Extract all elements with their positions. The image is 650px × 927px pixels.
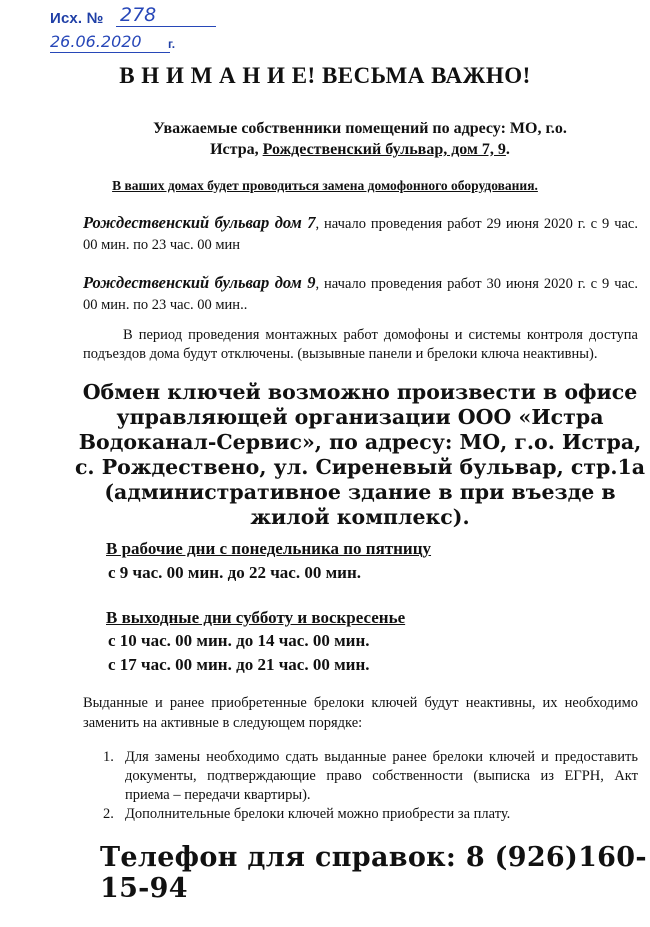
list-item-text: Дополнительные брелоки ключей можно приобрести за плату.	[125, 806, 511, 822]
replacement-notice: Выданные и ранее приобретенные брелоки ключей будут неактивны, их необходимо заменить на активные в следующем порядке:	[83, 695, 638, 731]
stamp-year-suffix: г.	[168, 37, 176, 51]
weekdays-heading: В рабочие дни с понедельника по пятницу	[106, 539, 432, 558]
list-item-text: Для замены необходимо сдать выданные ранее брелоки ключей и предоставить документы, подтверждающие право собственности (выписка из ЕГРН, Акт приема – передачи квартиры).	[125, 749, 638, 803]
steps-list	[103, 748, 638, 824]
weekend-time-1: с 10 час. 00 мин. до 14 час. 00 мин.	[108, 631, 370, 650]
list-item-number: 1.	[103, 749, 114, 765]
list-item	[103, 805, 638, 824]
weekend-heading: В выходные дни субботу и воскресенье	[106, 608, 406, 627]
address-suffix: .	[505, 141, 510, 158]
contact-phone: Телефон для справок: 8 (926)160-15-94	[100, 842, 647, 904]
installation-notice: В период проведения монтажных работ домофоны и системы контроля доступа подъездов дома будут отключены. (вызывные панели и брелоки ключа неактивны).	[83, 327, 638, 362]
schedule-house-9	[83, 272, 638, 316]
schedule-house-7	[83, 212, 638, 256]
weekdays-time: с 9 час. 00 мин. до 22 час. 00 мин.	[108, 563, 361, 582]
address-line-1: Уважаемые собственники помещений по адресу: МО, г.о.	[153, 120, 567, 137]
address-block	[90, 118, 630, 160]
house-7-name: Рождественский бульвар дом 7	[83, 213, 316, 232]
stamp-number-line	[116, 26, 216, 27]
list-item-number: 2.	[103, 806, 114, 822]
stamp-date: 26.06.2020	[50, 32, 142, 51]
stamp-label: Исх. №	[50, 10, 104, 27]
house-9-name: Рождественский бульвар дом 9	[83, 273, 316, 292]
house-7-schedule: , начало проведения работ 29 июня 2020 г. с 9 час. 00 мин. по 23 час. 00 мин	[83, 216, 638, 253]
address-prefix: Истра,	[210, 141, 263, 158]
stamp-number: 278	[120, 4, 157, 26]
document-title: В Н И М А Н И Е! ВЕСЬМА ВАЖНО!	[119, 63, 531, 88]
address-street: Рождественский бульвар, дом 7, 9	[262, 141, 506, 158]
outgoing-number-stamp	[50, 4, 200, 60]
weekend-time-2: с 17 час. 00 мин. до 21 час. 00 мин.	[108, 655, 370, 674]
list-item	[103, 748, 638, 805]
replacement-heading: В ваших домах будет проводиться замена домофонного оборудования.	[112, 178, 538, 193]
address-line-2	[90, 139, 630, 160]
house-9-schedule: , начало проведения работ 30 июня 2020 г. с 9 час. 00 мин. по 23 час. 00 мин..	[83, 276, 638, 313]
stamp-date-line	[50, 52, 170, 53]
office-notice: Обмен ключей возможно произвести в офисе управляющей организации ООО «Истра Водоканал-Сервис», по адресу: МО, г.о. Истра, с. Рождествено, ул. Сиреневый бульвар, стр.1а (административное здание в при въезде в жилой комплекс).	[74, 380, 646, 529]
